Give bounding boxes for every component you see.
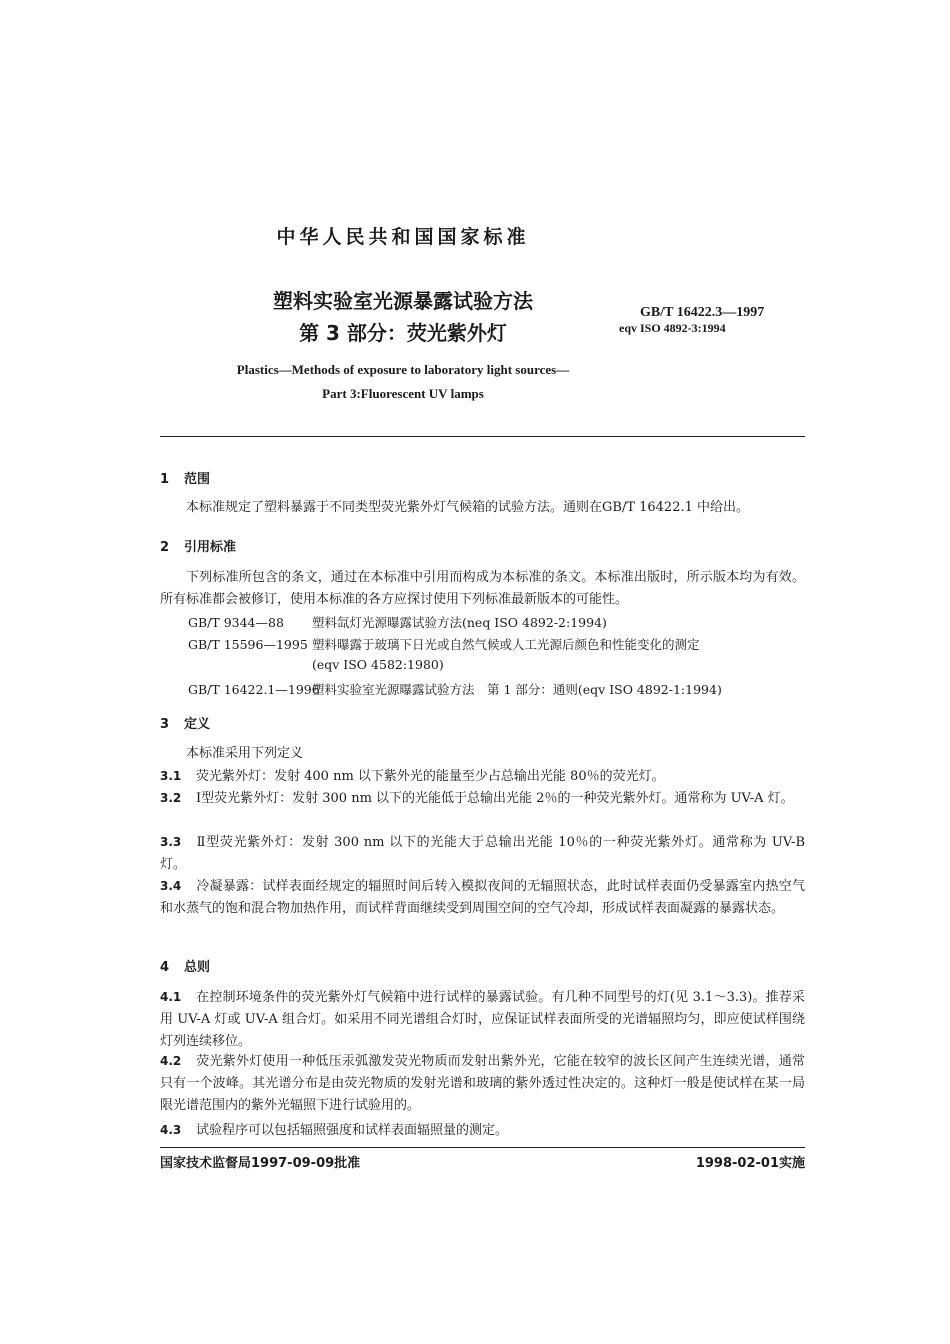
reference-title: 塑料氙灯光源曝露试验方法(neq ISO 4892-2:1994) (312, 615, 607, 630)
clause-number: 3.3 (160, 835, 182, 849)
section-number: 3 (160, 717, 170, 732)
effective-date: 1998-02-01实施 (695, 1156, 805, 1171)
reference-code: GB/T 15596—1995 (188, 637, 308, 652)
section-number: 1 (160, 472, 170, 487)
footer-divider (160, 1147, 805, 1148)
clause-text: 冷凝暴露：试样表面经规定的辐照时间后转入模拟夜间的无辐照状态，此时试样表面仍受暴露室内热空气和水蒸气的饱和混合物加热作用，而试样背面继续受到周围空间的空气冷却，形成试样表面凝露的暴露状态。 (160, 879, 805, 916)
clause-number: 4.1 (160, 990, 182, 1004)
section-title: 范围 (184, 472, 211, 487)
clause-number: 4.3 (160, 1123, 182, 1137)
reference-title: 塑料曝露于玻璃下日光或自然气候或人工光源后颜色和性能变化的测定 (312, 637, 700, 652)
reference-item (188, 635, 700, 653)
section-number: 2 (160, 540, 170, 555)
clause-text: 在控制环境条件的荧光紫外灯气候箱中进行试样的暴露试验。有几种不同型号的灯(见 3.1～3.3)。推荐采用 UV-A 灯或 UV-A 组合灯。如采用不同光谱组合灯时，应保证试样表面所受的光谱辐照均匀，即应使试样围绕灯列连续移位。 (160, 990, 805, 1049)
english-title-line2: Part 3:Fluorescent UV lamps (322, 386, 484, 401)
section-heading-references (160, 536, 236, 555)
section-title: 总则 (184, 960, 211, 975)
reference-item (188, 613, 607, 631)
definition-clause (160, 765, 805, 788)
document-title-line1: 塑料实验室光源暴露试验方法 (273, 289, 533, 313)
general-clause (160, 986, 805, 1053)
header-divider (160, 436, 805, 437)
clause-number: 3.4 (160, 879, 182, 893)
issue-date: 国家技术监督局1997-09-09批准 (160, 1156, 361, 1171)
definition-clause (160, 787, 805, 810)
document-title-line2: 第 3 部分：荧光紫外灯 (299, 321, 507, 345)
clause-text: 试验程序可以包括辐照强度和试样表面辐照量的测定。 (196, 1123, 509, 1138)
reference-title: 塑料实验室光源曝露试验方法 第 1 部分：通则(eqv ISO 4892-1:1994) (312, 682, 722, 697)
references-intro: 下列标准所包含的条文，通过在本标准中引用而构成为本标准的条文。本标准出版时，所示版本均为有效。所有标准都会被修订，使用本标准的各方应探讨使用下列标准最新版本的可能性。 (160, 570, 805, 607)
clause-text: 荧光紫外灯：发射 400 nm 以下紫外光的能量至少占总输出光能 80％的荧光灯。 (196, 769, 665, 784)
general-clause (160, 1050, 805, 1117)
definition-clause (160, 875, 805, 920)
definition-clause (160, 831, 805, 876)
section-heading-scope (160, 468, 210, 487)
reference-code: GB/T 9344—88 (188, 615, 284, 630)
clause-number: 4.2 (160, 1054, 182, 1068)
standard-code: GB/T 16422.3—1997 (640, 305, 765, 320)
reference-code: GB/T 16422.1—1996 (188, 682, 320, 697)
clause-text: 荧光紫外灯使用一种低压汞弧激发荧光物质而发射出紫外光，它能在较窄的波长区间产生连续光谱，通常只有一个波峰。其光谱分布是由荧光物质的发射光谱和玻璃的紫外透过性决定的。这种灯一般是使试样在某一局限光谱范围内的紫外光辐照下进行试验用的。 (160, 1054, 805, 1113)
clause-text: Ⅱ型荧光紫外灯：发射 300 nm 以下的光能大于总输出光能 10％的一种荧光紫外灯。通常称为 UV-B 灯。 (160, 835, 805, 872)
reference-title-continued: (eqv ISO 4582:1980) (312, 657, 444, 672)
definitions-intro: 本标准采用下列定义 (186, 746, 304, 761)
national-standard-heading: 中华人民共和国国家标准 (276, 226, 530, 248)
clause-text: Ⅰ型荧光紫外灯：发射 300 nm 以下的光能低于总输出光能 2％的一种荧光紫外灯。通常称为 UV-A 灯。 (196, 791, 794, 806)
section-title: 引用标准 (184, 540, 237, 555)
clause-number: 3.1 (160, 769, 182, 783)
section-heading-definitions (160, 713, 210, 732)
section-title: 定义 (184, 717, 211, 732)
section-number: 4 (160, 960, 170, 975)
clause-number: 3.2 (160, 791, 182, 805)
section-heading-general (160, 956, 210, 975)
english-title-line1: Plastics—Methods of exposure to laboratory light sources— (236, 362, 570, 377)
general-clause (160, 1119, 805, 1142)
standard-equivalent: eqv ISO 4892-3:1994 (619, 321, 726, 335)
scope-paragraph: 本标准规定了塑料暴露于不同类型荧光紫外灯气候箱的试验方法。通则在GB/T 16422.1 中给出。 (186, 500, 750, 515)
reference-item (188, 680, 722, 698)
